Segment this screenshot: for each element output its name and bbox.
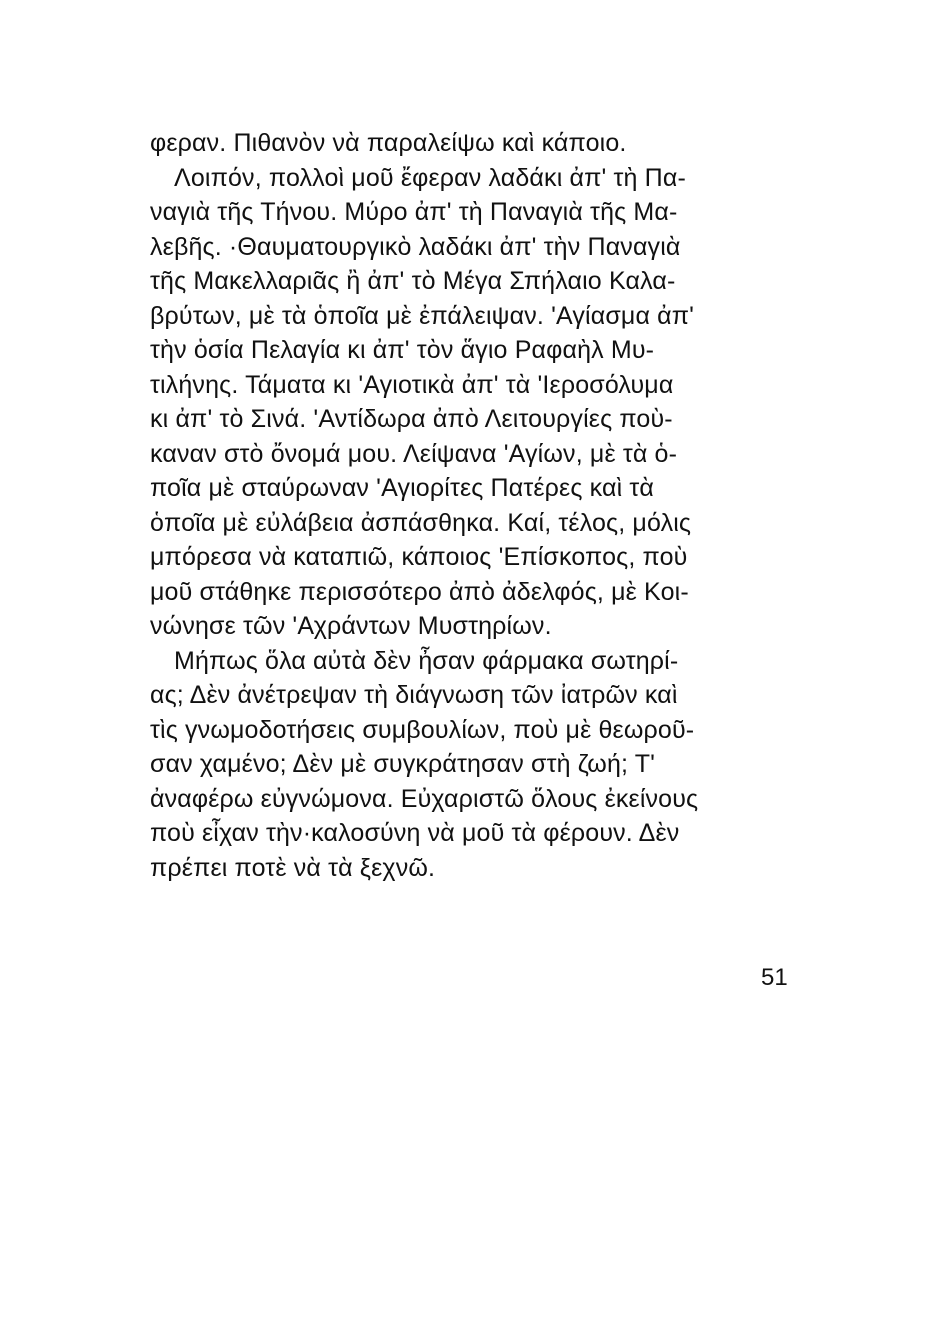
text-line: ποῖα μὲ σταύρωναν 'Αγιορίτες Πατέρες καὶ τὰ — [150, 474, 655, 502]
page-number: 51 — [761, 964, 788, 991]
text-line: Λοιπόν, πολλοὶ μοῦ ἔφεραν λαδάκι ἀπ' τὴ Πα- — [174, 163, 686, 192]
text-line: ἀναφέρω εὐγνώμονα. Εὐχαριστῶ ὅλους ἐκείνους — [150, 784, 699, 813]
text-line: ναγιὰ τῆς Τήνου. Μύρο ἀπ' τὴ Παναγιὰ τῆς Μα- — [150, 198, 678, 226]
text-line: κι ἀπ' τὸ Σινά. 'Αντίδωρα ἀπὸ Λειτουργίες ποὺ- — [150, 405, 673, 433]
text-line: ας; Δὲν ἀνέτρεψαν τὴ διάγνωση τῶν ἰατρῶν καὶ — [150, 681, 678, 709]
text-line: τῆς Μακελλαριᾶς ἢ ἀπ' τὸ Μέγα Σπήλαιο Καλα- — [150, 267, 676, 295]
text-line: βρύτων, μὲ τὰ ὁποῖα μὲ ἐπάλειψαν. 'Αγίασμα ἀπ' — [150, 301, 695, 330]
text-line: ὁποῖα μὲ εὐλάβεια ἀσπάσθηκα. Καί, τέλος, μόλις — [150, 508, 692, 537]
body-text — [150, 126, 800, 885]
text-line: μπόρεσα νὰ καταπιῶ, κάποιος 'Επίσκοπος, ποὺ — [150, 543, 688, 571]
text-line: λεβῆς. ·Θαυματουργικὸ λαδάκι ἀπ' τὴν Παναγιὰ — [150, 232, 681, 261]
text-line: πρέπει ποτὲ νὰ τὰ ξεχνῶ. — [150, 853, 436, 882]
text-line: Μήπως ὅλα αὐτὰ δὲν ἦσαν φάρμακα σωτηρί- — [174, 646, 679, 675]
text-line: τὶς γνωμοδοτήσεις συμβουλίων, ποὺ μὲ θεωροῦ- — [150, 715, 695, 744]
text-line: τιλήνης. Τάματα κι 'Αγιοτικὰ ἀπ' τὰ 'Ιεροσόλυμα — [150, 370, 674, 399]
text-line: τὴν ὁσία Πελαγία κι ἀπ' τὸν ἅγιο Ραφαὴλ Μυ- — [150, 336, 655, 364]
text-line: ποὺ εἶχαν τὴν·καλοσύνη νὰ μοῦ τὰ φέρουν. Δὲν — [150, 819, 680, 847]
text-line: σαν χαμένο; Δὲν μὲ συγκράτησαν στὴ ζωή; Τ' — [150, 750, 656, 778]
text-line: νώνησε τῶν 'Αχράντων Μυστηρίων. — [150, 612, 552, 640]
text-line: μοῦ στάθηκε περισσότερο ἀπὸ ἀδελφός, μὲ Κοι- — [150, 577, 689, 606]
text-line: φεραν. Πιθανὸν νὰ παραλείψω καὶ κάποιο. — [150, 129, 627, 157]
text-line: καναν στὸ ὄνομά μου. Λείψανα 'Αγίων, μὲ τὰ ὁ- — [150, 439, 678, 468]
